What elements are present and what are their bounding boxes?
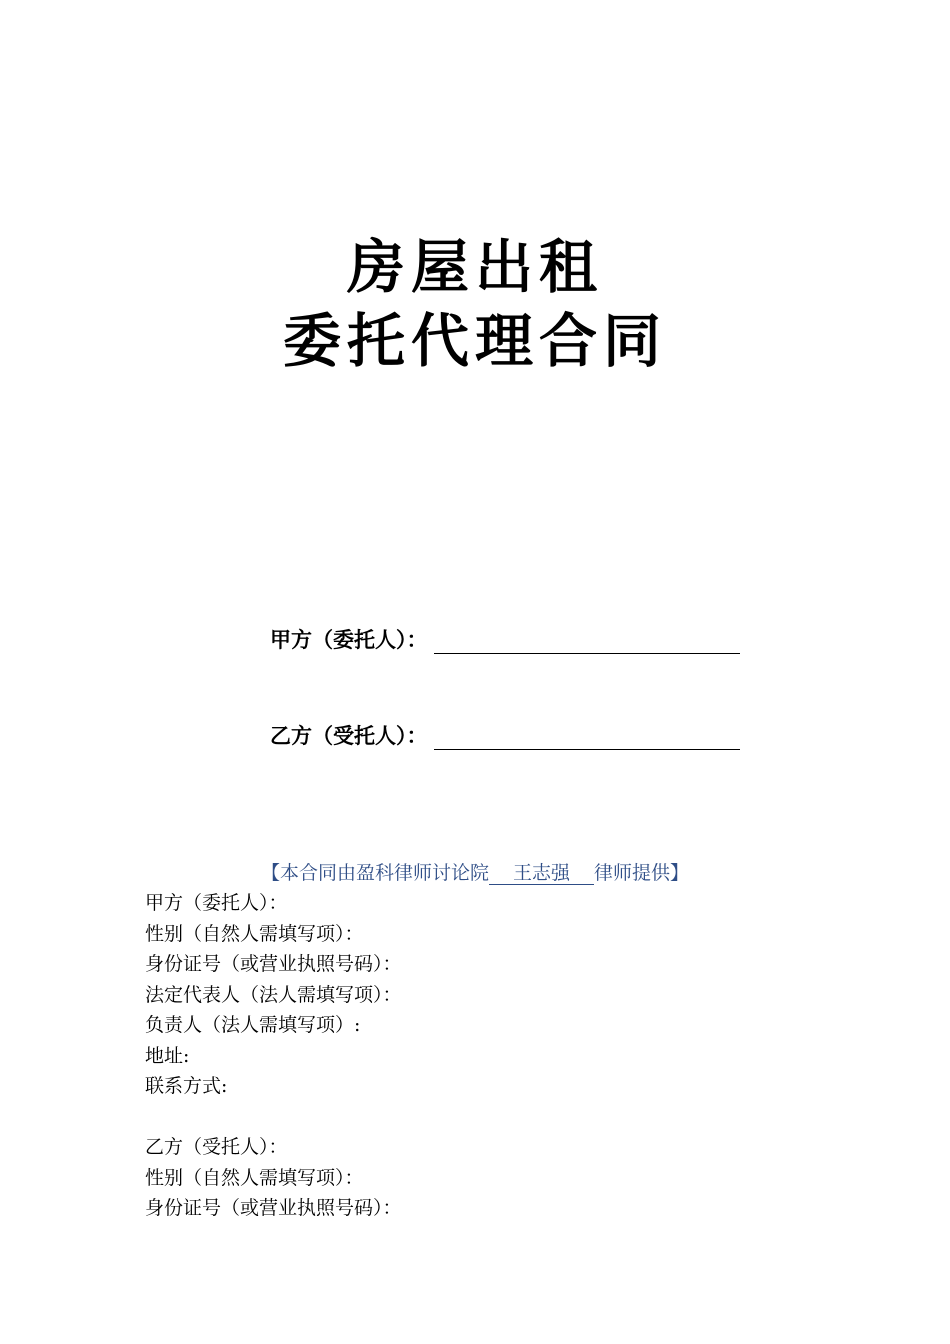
section-gap	[145, 1102, 402, 1133]
party-b-field: 身份证号（或营业执照号码）：	[145, 1197, 402, 1219]
document-title-line2: 委托代理合同	[282, 307, 667, 375]
party-b-signature-line	[270, 718, 740, 750]
document-title-line1: 房屋出租	[346, 233, 603, 301]
credit-suffix: 律师提供】	[594, 862, 690, 884]
party-a-field: 甲方（委托人）：	[145, 892, 288, 914]
party-a-blank	[434, 631, 740, 654]
party-b-field: 性别（自然人需填写项）：	[145, 1166, 364, 1189]
party-a-field: 地址:	[145, 1044, 190, 1067]
party-a-label: 甲方（委托人）：	[270, 628, 428, 652]
contract-credit-note	[0, 858, 950, 885]
credit-prefix: 【本合同由盈科律师讨论院	[260, 862, 489, 884]
party-a-field: 负责人（法人需填写项）:	[145, 1014, 361, 1036]
credit-lawyer-name: 王志强	[489, 862, 594, 885]
party-a-field: 联系方式:	[145, 1075, 228, 1097]
party-a-field: 法定代表人（法人需填写项）：	[145, 983, 402, 1006]
party-b-field: 乙方（受托人）：	[145, 1136, 288, 1158]
party-a-field: 性别（自然人需填写项）：	[145, 922, 364, 945]
party-b-blank	[434, 727, 740, 750]
party-a-signature-line	[270, 622, 740, 654]
party-a-field: 身份证号（或营业执照号码）：	[145, 953, 402, 975]
party-details-section	[145, 888, 402, 1224]
party-b-label: 乙方（受托人）：	[270, 724, 428, 748]
